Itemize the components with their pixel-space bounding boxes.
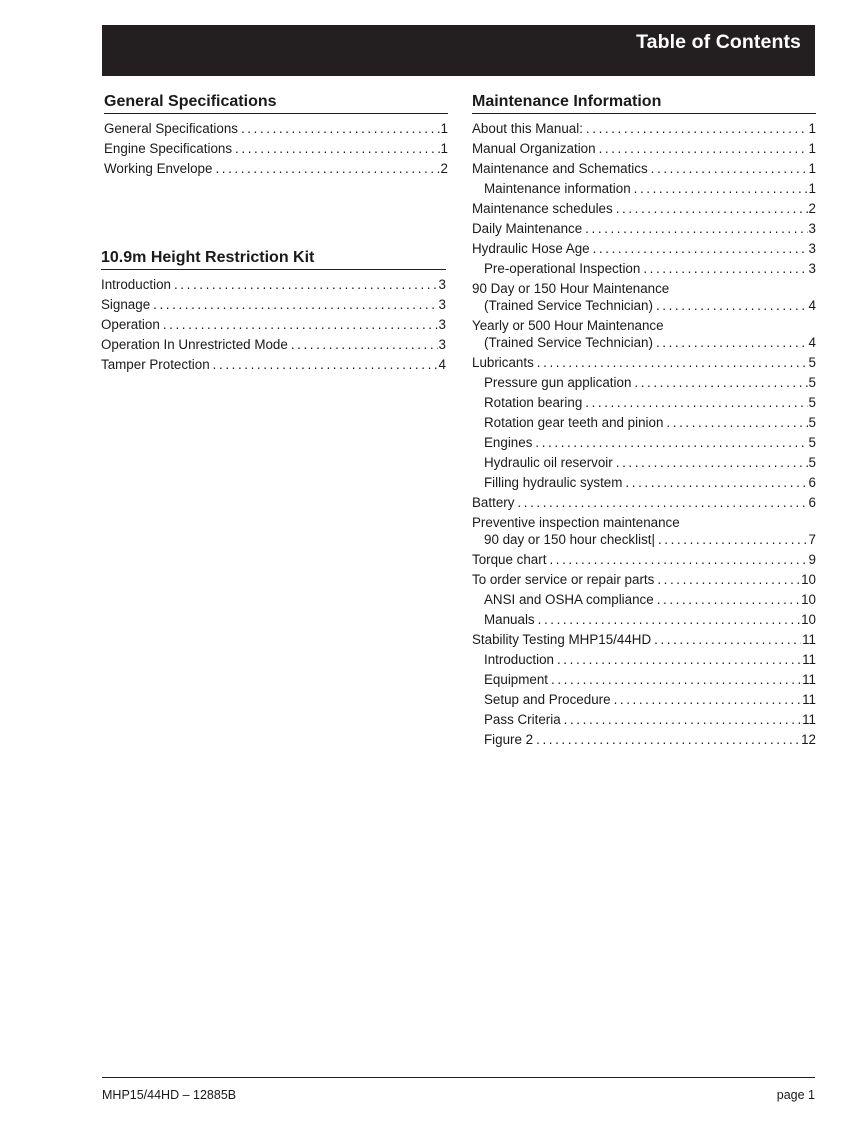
toc-page-number: 5 <box>808 395 816 410</box>
toc-label: Pre-operational Inspection <box>484 261 641 276</box>
toc-label: Hydraulic oil reservoir <box>484 455 613 470</box>
toc-label: Maintenance information <box>484 181 631 196</box>
toc-page-number: 4 <box>808 335 816 350</box>
leader-dots <box>666 413 807 433</box>
page-title: Table of Contents <box>636 31 801 53</box>
toc-label: Lubricants <box>472 355 534 370</box>
leader-dots <box>614 690 802 710</box>
leader-dots <box>536 730 800 750</box>
leader-dots <box>585 219 807 239</box>
leader-dots <box>625 473 807 493</box>
toc-list <box>101 275 446 375</box>
toc-page-number: 1 <box>440 121 448 136</box>
leader-dots <box>654 630 801 650</box>
toc-label: Hydraulic Hose Age <box>472 241 590 256</box>
leader-dots <box>517 493 807 513</box>
leader-dots <box>599 139 808 159</box>
toc-page-number: 5 <box>808 355 816 370</box>
leader-dots <box>634 373 807 393</box>
toc-label: Engine Specifications <box>104 141 233 156</box>
toc-page-number: 3 <box>438 317 446 332</box>
toc-entry[interactable] <box>104 119 448 139</box>
toc-page-number: 11 <box>802 652 816 667</box>
toc-label: Maintenance and Schematics <box>472 161 648 176</box>
general-specifications-section <box>104 93 448 179</box>
toc-page-number: 3 <box>808 221 816 236</box>
toc-page-number: 3 <box>438 297 446 312</box>
leader-dots <box>564 710 801 730</box>
toc-entry[interactable] <box>101 355 446 375</box>
document-id: MHP15/44HD – 12885B <box>102 1088 237 1102</box>
section-title: General Specifications <box>104 93 448 114</box>
toc-page-number: 5 <box>808 415 816 430</box>
toc-entry[interactable] <box>472 179 816 199</box>
toc-entry[interactable] <box>472 373 816 393</box>
toc-page-number: 11 <box>802 692 816 707</box>
toc-label: Pressure gun application <box>484 375 632 390</box>
toc-label: ANSI and OSHA compliance <box>484 592 654 607</box>
toc-page-number: 5 <box>808 455 816 470</box>
leader-dots <box>634 179 808 199</box>
toc-label: Tamper Protection <box>101 357 210 372</box>
toc-label: To order service or repair parts <box>472 572 655 587</box>
leader-dots <box>551 670 801 690</box>
toc-page-number: 12 <box>801 732 816 747</box>
toc-label: Stability Testing MHP15/44HD <box>472 632 652 647</box>
toc-entry[interactable] <box>104 139 448 159</box>
toc-label: Rotation gear teeth and pinion <box>484 415 664 430</box>
toc-entry[interactable] <box>472 453 816 473</box>
toc-page-number: 7 <box>808 532 816 547</box>
toc-label: Setup and Procedure <box>484 692 611 707</box>
toc-label-continued: (Trained Service Technician) <box>484 298 653 313</box>
toc-entry[interactable] <box>472 239 816 259</box>
toc-entry[interactable] <box>101 275 446 295</box>
toc-entry[interactable] <box>472 199 816 219</box>
toc-entry[interactable] <box>472 570 816 590</box>
leader-dots <box>241 119 440 139</box>
leader-dots <box>535 433 807 453</box>
toc-page-number: 3 <box>808 261 816 276</box>
toc-entry[interactable] <box>472 493 816 513</box>
toc-entry[interactable] <box>472 590 816 610</box>
toc-page-number: 4 <box>438 357 446 372</box>
toc-page-number: 1 <box>440 141 448 156</box>
leader-dots <box>537 353 808 373</box>
toc-label: Engines <box>484 435 533 450</box>
leader-dots <box>651 159 808 179</box>
toc-label: 90 Day or 150 Hour Maintenance <box>472 281 670 296</box>
toc-label: Manuals <box>484 612 535 627</box>
toc-page-number: 5 <box>808 435 816 450</box>
toc-label: Preventive inspection maintenance <box>472 515 680 530</box>
toc-entry[interactable] <box>472 730 816 750</box>
toc-label: Filling hydraulic system <box>484 475 623 490</box>
toc-entry[interactable] <box>472 710 816 730</box>
leader-dots <box>656 334 808 351</box>
toc-entry[interactable] <box>472 650 816 670</box>
toc-label: About this Manual: <box>472 121 583 136</box>
toc-entry[interactable] <box>472 316 816 353</box>
toc-label: Battery <box>472 495 515 510</box>
height-restriction-kit-section <box>101 249 446 375</box>
leader-dots <box>174 275 438 295</box>
toc-label: Working Envelope <box>104 161 213 176</box>
toc-list <box>104 119 448 179</box>
toc-page-number: 1 <box>808 161 816 176</box>
toc-entry[interactable] <box>472 670 816 690</box>
toc-label: Introduction <box>484 652 554 667</box>
toc-entry[interactable] <box>472 630 816 650</box>
toc-entry[interactable] <box>472 413 816 433</box>
leader-dots <box>593 239 808 259</box>
leader-dots <box>291 335 438 355</box>
leader-dots <box>658 531 808 548</box>
leader-dots <box>153 295 437 315</box>
leader-dots <box>586 119 808 139</box>
toc-page-number: 1 <box>808 121 816 136</box>
leader-dots <box>215 159 439 179</box>
toc-entry[interactable] <box>472 353 816 373</box>
toc-entry[interactable] <box>472 550 816 570</box>
toc-page-number: 10 <box>801 592 816 607</box>
toc-page-number: 5 <box>808 375 816 390</box>
maintenance-information-section <box>472 93 816 750</box>
leader-dots <box>538 610 800 630</box>
page-number: page 1 <box>776 1088 815 1102</box>
toc-page-number: 10 <box>801 572 816 587</box>
toc-label-continued: 90 day or 150 hour checklist| <box>484 532 655 547</box>
toc-entry[interactable] <box>472 433 816 453</box>
toc-page-number: 4 <box>808 298 816 313</box>
toc-page-number: 3 <box>808 241 816 256</box>
toc-entry[interactable] <box>101 315 446 335</box>
toc-entry[interactable] <box>472 259 816 279</box>
toc-list <box>472 119 816 750</box>
toc-page-number: 2 <box>440 161 448 176</box>
toc-entry[interactable] <box>472 159 816 179</box>
toc-page-number: 2 <box>808 201 816 216</box>
toc-label: Figure 2 <box>484 732 534 747</box>
leader-dots <box>163 315 438 335</box>
toc-page-number: 1 <box>808 181 816 196</box>
toc-page-number: 11 <box>802 712 816 727</box>
leader-dots <box>557 650 801 670</box>
toc-label: Maintenance schedules <box>472 201 613 216</box>
toc-label: Rotation bearing <box>484 395 583 410</box>
toc-label: Manual Organization <box>472 141 596 156</box>
toc-label: Torque chart <box>472 552 547 567</box>
toc-entry[interactable] <box>472 139 816 159</box>
toc-entry[interactable] <box>472 473 816 493</box>
toc-label: Operation <box>101 317 160 332</box>
toc-page-number: 3 <box>438 337 446 352</box>
leader-dots <box>656 297 808 314</box>
section-title: Maintenance Information <box>472 93 816 114</box>
toc-label: Daily Maintenance <box>472 221 583 236</box>
toc-label: Introduction <box>101 277 171 292</box>
toc-page-number: 6 <box>808 475 816 490</box>
toc-label: Equipment <box>484 672 549 687</box>
toc-page-number: 11 <box>802 632 816 647</box>
toc-entry[interactable] <box>101 295 446 315</box>
footer-divider <box>102 1077 815 1078</box>
leader-dots <box>585 393 807 413</box>
leader-dots <box>616 453 808 473</box>
toc-entry[interactable] <box>472 119 816 139</box>
leader-dots <box>616 199 808 219</box>
toc-entry[interactable] <box>472 513 816 550</box>
toc-entry[interactable] <box>472 279 816 316</box>
toc-page-number: 1 <box>808 141 816 156</box>
toc-page-number: 11 <box>802 672 816 687</box>
toc-label-continued: (Trained Service Technician) <box>484 335 653 350</box>
toc-label: Yearly or 500 Hour Maintenance <box>472 318 664 333</box>
toc-entry[interactable] <box>472 690 816 710</box>
header-bar <box>102 25 815 76</box>
toc-page-number: 9 <box>808 552 816 567</box>
leader-dots <box>213 355 438 375</box>
toc-label: Signage <box>101 297 151 312</box>
toc-entry[interactable] <box>472 219 816 239</box>
leader-dots <box>549 550 807 570</box>
toc-page-number: 6 <box>808 495 816 510</box>
leader-dots <box>657 570 800 590</box>
toc-entry[interactable] <box>101 335 446 355</box>
section-title: 10.9m Height Restriction Kit <box>101 249 446 270</box>
leader-dots <box>643 259 807 279</box>
toc-label: Pass Criteria <box>484 712 561 727</box>
toc-page-number: 3 <box>438 277 446 292</box>
toc-entry[interactable] <box>472 610 816 630</box>
leader-dots <box>657 590 800 610</box>
leader-dots <box>235 139 440 159</box>
toc-entry[interactable] <box>472 393 816 413</box>
toc-entry[interactable] <box>104 159 448 179</box>
toc-page-number: 10 <box>801 612 816 627</box>
toc-label: Operation In Unrestricted Mode <box>101 337 288 352</box>
toc-label: General Specifications <box>104 121 238 136</box>
